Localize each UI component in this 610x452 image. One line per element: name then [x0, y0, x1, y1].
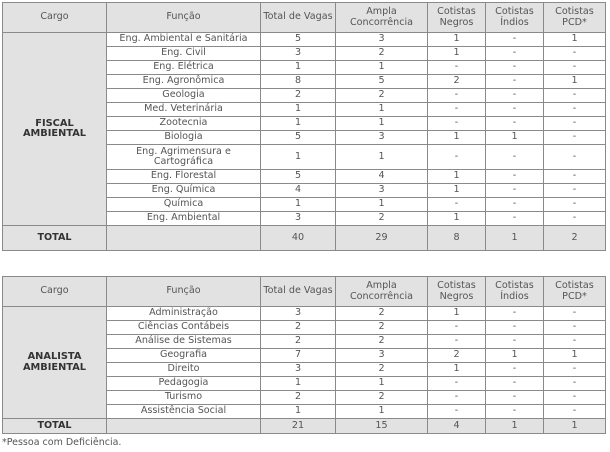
value-cell: - [544, 117, 606, 131]
value-cell: 3 [336, 349, 428, 363]
value-cell: 3 [261, 212, 336, 226]
funcao-cell: Eng. Agronômica [107, 75, 261, 89]
table-row [3, 33, 606, 47]
value-cell: - [544, 307, 606, 321]
funcao-cell: Turismo [107, 391, 261, 405]
value-cell: 1 [336, 61, 428, 75]
value-cell: 1 [336, 405, 428, 419]
value-cell: 1 [261, 61, 336, 75]
funcao-cell: Zootecnia [107, 117, 261, 131]
value-cell: 1 [336, 145, 428, 170]
value-cell: 1 [544, 33, 606, 47]
value-cell: - [544, 145, 606, 170]
funcao-cell: Eng. Civil [107, 47, 261, 61]
total-label: TOTAL [3, 226, 107, 251]
value-cell: - [486, 212, 544, 226]
value-cell: 2 [336, 321, 428, 335]
value-cell: 1 [428, 47, 486, 61]
header-cell: Função [107, 3, 261, 33]
total-blank-cell [107, 419, 261, 434]
value-cell: 1 [428, 363, 486, 377]
value-cell: 2 [261, 321, 336, 335]
value-cell: - [486, 307, 544, 321]
value-cell: 1 [428, 170, 486, 184]
value-cell: 1 [486, 131, 544, 145]
value-cell: - [428, 391, 486, 405]
total-value-cell: 1 [486, 419, 544, 434]
value-cell: - [486, 61, 544, 75]
value-cell: 1 [428, 184, 486, 198]
value-cell: 3 [261, 307, 336, 321]
value-cell: 5 [261, 170, 336, 184]
funcao-cell: Assistência Social [107, 405, 261, 419]
funcao-cell: Eng. Ambiental e Sanitária [107, 33, 261, 47]
total-value-cell: 29 [336, 226, 428, 251]
value-cell: - [486, 103, 544, 117]
value-cell: - [544, 131, 606, 145]
value-cell: 8 [261, 75, 336, 89]
value-cell: 2 [336, 391, 428, 405]
header-cell: Total de Vagas [261, 277, 336, 307]
value-cell: 1 [428, 33, 486, 47]
header-cell: Cotistas Negros [428, 3, 486, 33]
value-cell: 2 [428, 75, 486, 89]
value-cell: 1 [336, 377, 428, 391]
header-cell: Função [107, 277, 261, 307]
value-cell: - [544, 170, 606, 184]
value-cell: - [486, 75, 544, 89]
value-cell: - [486, 321, 544, 335]
value-cell: 5 [261, 131, 336, 145]
value-cell: 3 [336, 33, 428, 47]
header-cell: Cotistas Negros [428, 277, 486, 307]
value-cell: - [428, 89, 486, 103]
value-cell: - [544, 335, 606, 349]
analista-ambiental-table [2, 276, 606, 434]
funcao-cell: Análise de Sistemas [107, 335, 261, 349]
value-cell: 2 [261, 89, 336, 103]
header-cell: Ampla Concorrência [336, 3, 428, 33]
table-row [3, 307, 606, 321]
header-cell: Ampla Concorrência [336, 277, 428, 307]
total-row [3, 226, 606, 251]
value-cell: 4 [261, 184, 336, 198]
value-cell: 3 [336, 184, 428, 198]
value-cell: - [544, 377, 606, 391]
total-value-cell: 8 [428, 226, 486, 251]
value-cell: - [486, 335, 544, 349]
value-cell: 1 [261, 103, 336, 117]
value-cell: 1 [486, 349, 544, 363]
value-cell: 1 [428, 131, 486, 145]
value-cell: - [486, 33, 544, 47]
total-value-cell: 40 [261, 226, 336, 251]
funcao-cell: Eng. Química [107, 184, 261, 198]
header-cell: Cotistas PCD* [544, 3, 606, 33]
fiscal-ambiental-table [2, 2, 606, 251]
total-blank-cell [107, 226, 261, 251]
total-value-cell: 15 [336, 419, 428, 434]
value-cell: 1 [261, 377, 336, 391]
value-cell: - [428, 145, 486, 170]
funcao-cell: Eng. Agrimensura e Cartográfica [107, 145, 261, 170]
header-cell: Total de Vagas [261, 3, 336, 33]
value-cell: - [486, 145, 544, 170]
header-cell: Cargo [3, 277, 107, 307]
value-cell: 2 [336, 89, 428, 103]
value-cell: - [544, 184, 606, 198]
header-cell: Cotistas Índios [486, 3, 544, 33]
funcao-cell: Med. Veterinária [107, 103, 261, 117]
header-row [3, 277, 606, 307]
value-cell: - [486, 363, 544, 377]
total-row [3, 419, 606, 434]
value-cell: - [486, 377, 544, 391]
value-cell: - [486, 198, 544, 212]
value-cell: 2 [336, 47, 428, 61]
value-cell: 2 [336, 212, 428, 226]
value-cell: 1 [544, 75, 606, 89]
value-cell: - [544, 391, 606, 405]
value-cell: 1 [261, 145, 336, 170]
funcao-cell: Ciências Contábeis [107, 321, 261, 335]
value-cell: 2 [336, 307, 428, 321]
value-cell: - [544, 321, 606, 335]
value-cell: - [486, 89, 544, 103]
value-cell: - [428, 198, 486, 212]
cargo-cell: FISCAL AMBIENTAL [3, 33, 107, 226]
value-cell: - [544, 363, 606, 377]
value-cell: - [544, 61, 606, 75]
value-cell: 2 [261, 391, 336, 405]
total-value-cell: 2 [544, 226, 606, 251]
value-cell: 3 [261, 363, 336, 377]
value-cell: 1 [428, 307, 486, 321]
value-cell: 1 [336, 198, 428, 212]
header-row [3, 3, 606, 33]
funcao-cell: Biologia [107, 131, 261, 145]
value-cell: - [428, 321, 486, 335]
value-cell: - [428, 61, 486, 75]
value-cell: 1 [428, 212, 486, 226]
total-value-cell: 1 [544, 419, 606, 434]
value-cell: - [486, 184, 544, 198]
value-cell: - [486, 405, 544, 419]
value-cell: 5 [336, 75, 428, 89]
header-cell: Cargo [3, 3, 107, 33]
header-cell: Cotistas Índios [486, 277, 544, 307]
total-value-cell: 1 [486, 226, 544, 251]
value-cell: 2 [428, 349, 486, 363]
total-value-cell: 4 [428, 419, 486, 434]
value-cell: 1 [544, 349, 606, 363]
value-cell: - [428, 103, 486, 117]
value-cell: - [544, 198, 606, 212]
value-cell: 4 [336, 170, 428, 184]
value-cell: - [544, 47, 606, 61]
header-cell: Cotistas PCD* [544, 277, 606, 307]
value-cell: - [544, 212, 606, 226]
cargo-cell: ANALISTA AMBIENTAL [3, 307, 107, 419]
funcao-cell: Eng. Elétrica [107, 61, 261, 75]
funcao-cell: Pedagogia [107, 377, 261, 391]
value-cell: 1 [336, 117, 428, 131]
value-cell: - [428, 377, 486, 391]
value-cell: - [544, 405, 606, 419]
value-cell: 5 [261, 33, 336, 47]
value-cell: 7 [261, 349, 336, 363]
footnote: *Pessoa com Deficiência. [2, 437, 122, 448]
funcao-cell: Administração [107, 307, 261, 321]
funcao-cell: Geografia [107, 349, 261, 363]
value-cell: 2 [336, 363, 428, 377]
value-cell: 1 [336, 103, 428, 117]
value-cell: 2 [336, 335, 428, 349]
value-cell: 1 [261, 405, 336, 419]
value-cell: - [486, 170, 544, 184]
total-value-cell: 21 [261, 419, 336, 434]
value-cell: - [544, 89, 606, 103]
total-label: TOTAL [3, 419, 107, 434]
funcao-cell: Direito [107, 363, 261, 377]
value-cell: - [428, 335, 486, 349]
value-cell: - [544, 103, 606, 117]
value-cell: - [486, 47, 544, 61]
value-cell: 2 [261, 335, 336, 349]
funcao-cell: Química [107, 198, 261, 212]
value-cell: - [428, 405, 486, 419]
value-cell: 3 [336, 131, 428, 145]
funcao-cell: Geologia [107, 89, 261, 103]
value-cell: 3 [261, 47, 336, 61]
funcao-cell: Eng. Ambiental [107, 212, 261, 226]
value-cell: - [486, 117, 544, 131]
value-cell: - [486, 391, 544, 405]
value-cell: 1 [261, 117, 336, 131]
value-cell: 1 [261, 198, 336, 212]
funcao-cell: Eng. Florestal [107, 170, 261, 184]
value-cell: - [428, 117, 486, 131]
